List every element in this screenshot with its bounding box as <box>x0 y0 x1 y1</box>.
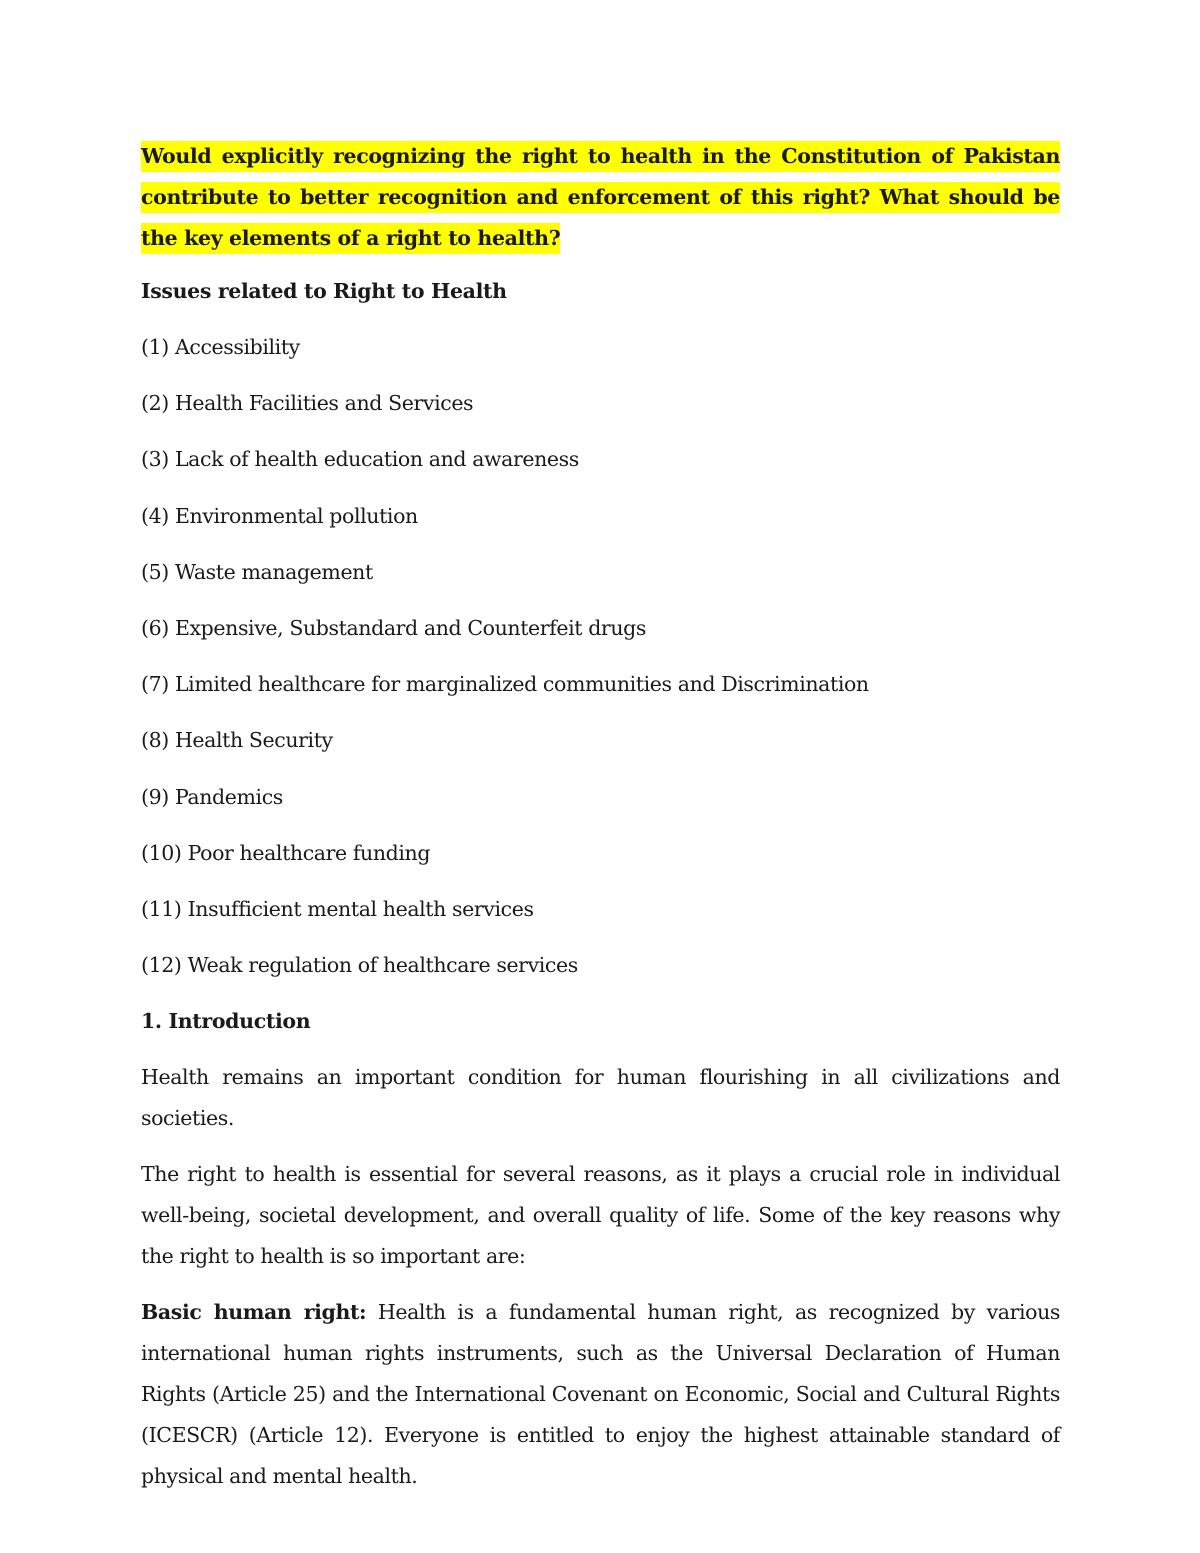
list-item: (2) Health Facilities and Services <box>141 391 474 416</box>
list-item: (9) Pandemics <box>141 784 283 809</box>
list-item: (7) Limited healthcare for marginalized communities and Discrimination <box>141 672 869 697</box>
issues-list <box>141 327 1060 986</box>
basic-right-paragraph <box>141 1292 1060 1497</box>
list-item: (11) Insufficient mental health services <box>141 896 534 921</box>
intro-paragraph: Health remains an important condition for human flourishing in all civilizations and societies. <box>141 1065 1060 1131</box>
list-item: (4) Environmental pollution <box>141 503 418 528</box>
list-item: (12) Weak regulation of healthcare services <box>141 953 578 978</box>
document-page <box>141 136 1060 1512</box>
list-item: (10) Poor healthcare funding <box>141 840 431 865</box>
issues-heading: Issues related to Right to Health <box>141 279 507 303</box>
list-item: (5) Waste management <box>141 559 373 584</box>
list-item: (8) Health Security <box>141 728 333 753</box>
question-paragraph <box>141 136 1060 259</box>
paragraph-body: Health is a fundamental human right, as recognized by various international human rights instruments, such as the Universal Declaration of Human Rights (Article 25) and the International Covenant on Economic, Social and Cultural Rights (ICESCR) (Article 12). Everyone is entitled to enjoy the highest attainable standard of physical and mental health. <box>141 1300 1061 1489</box>
list-item: (3) Lack of health education and awareness <box>141 447 579 472</box>
section-heading: 1. Introduction <box>141 1009 311 1034</box>
list-item: (1) Accessibility <box>141 335 300 359</box>
list-item: (6) Expensive, Substandard and Counterfeit drugs <box>141 615 646 640</box>
highlighted-question: Would explicitly recognizing the right to health in the Constitution of Pakistan contribute to better recognition and enforcement of this right? What should be the key elements of a right to health? <box>141 141 1060 254</box>
paragraph-lead: Basic human right: <box>141 1300 367 1325</box>
importance-paragraph: The right to health is essential for several reasons, as it plays a crucial role in individual well-being, societal development, and overall quality of life. Some of the key reasons why the right to health is so important are: <box>141 1162 1060 1269</box>
